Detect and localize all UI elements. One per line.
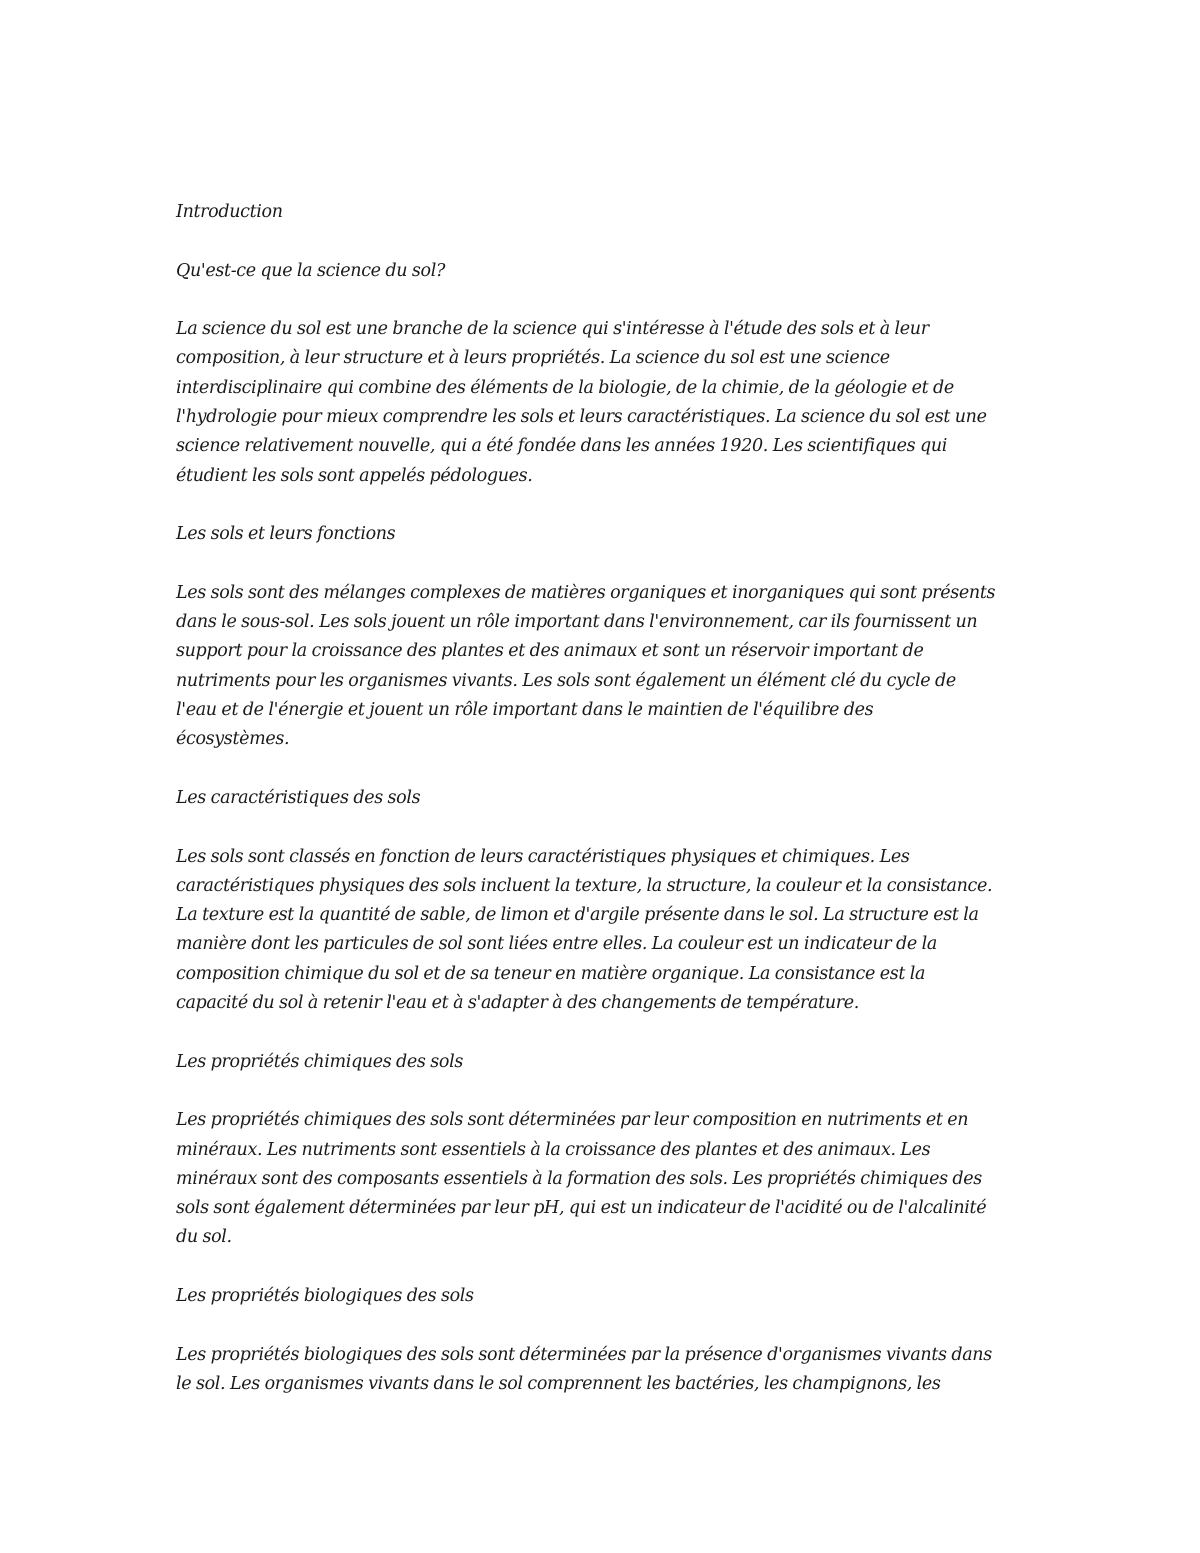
text-line: interdisciplinaire qui combine des éléments de la biologie, de la chimie, de la géologie et de (176, 377, 954, 398)
text-line: minéraux. Les nutriments sont essentiels à la croissance des plantes et des animaux. Les (176, 1139, 931, 1160)
paragraph-soil-characteristics (176, 843, 1036, 1019)
heading-what-is-soil-science: Qu'est-ce que la science du sol? (176, 260, 445, 281)
text-line: l'eau et de l'énergie et jouent un rôle important dans le maintien de l'équilibre des (176, 700, 874, 721)
text-line: nutriments pour les organismes vivants. Les sols sont également un élément clé du cycle de (176, 670, 956, 691)
text-line: sols sont également déterminées par leur pH, qui est un indicateur de l'acidité ou de l'alcalinité (176, 1198, 987, 1219)
text-line: du sol. (176, 1227, 232, 1248)
text-line: capacité du sol à retenir l'eau et à s'adapter à des changements de température. (176, 993, 859, 1014)
heading-soil-characteristics: Les caractéristiques des sols (176, 787, 421, 808)
text-line: le sol. Les organismes vivants dans le sol comprennent les bactéries, les champignons, les (176, 1373, 941, 1394)
paragraph-chemical-properties (176, 1106, 1036, 1252)
paragraph-soil-functions (176, 579, 1036, 755)
text-line: manière dont les particules de sol sont liées entre elles. La couleur est un indicateur de la (176, 934, 937, 955)
text-line: composition chimique du sol et de sa teneur en matière organique. La consistance est la (176, 963, 926, 984)
text-line: Les sols sont classés en fonction de leurs caractéristiques physiques et chimiques. Les (176, 846, 910, 867)
heading-chemical-properties: Les propriétés chimiques des sols (176, 1051, 463, 1072)
heading-biological-properties: Les propriétés biologiques des sols (176, 1285, 474, 1306)
document-body (176, 198, 1036, 1428)
text-line: support pour la croissance des plantes et des animaux et sont un réservoir important de (176, 641, 924, 662)
paragraph-soil-science-definition (176, 315, 1036, 491)
heading-soil-functions: Les sols et leurs fonctions (176, 524, 396, 545)
paragraph-biological-properties (176, 1341, 1036, 1400)
text-line: La science du sol est une branche de la science qui s'intéresse à l'étude des sols et à leur (176, 319, 929, 340)
text-line: Les propriétés chimiques des sols sont déterminées par leur composition en nutriments et en (176, 1110, 969, 1131)
text-line: minéraux sont des composants essentiels à la formation des sols. Les propriétés chimiques des (176, 1168, 982, 1189)
text-line: écosystèmes. (176, 729, 290, 750)
text-line: composition, à leur structure et à leurs propriétés. La science du sol est une science (176, 348, 890, 369)
heading-introduction: Introduction (176, 202, 283, 222)
text-line: étudient les sols sont appelés pédologues. (176, 465, 533, 486)
text-line: caractéristiques physiques des sols incluent la texture, la structure, la couleur et la consistance. (176, 875, 993, 896)
text-line: l'hydrologie pour mieux comprendre les sols et leurs caractéristiques. La science du sol est une (176, 407, 987, 428)
text-line: Les sols sont des mélanges complexes de matières organiques et inorganiques qui sont présents (176, 582, 996, 603)
text-line: La texture est la quantité de sable, de limon et d'argile présente dans le sol. La structure est la (176, 905, 979, 926)
text-line: dans le sous-sol. Les sols jouent un rôle important dans l'environnement, car ils fournissent un (176, 612, 978, 633)
text-line: Les propriétés biologiques des sols sont déterminées par la présence d'organismes vivants dans (176, 1344, 992, 1365)
text-line: science relativement nouvelle, qui a été fondée dans les années 1920. Les scientifiques qui (176, 436, 948, 457)
